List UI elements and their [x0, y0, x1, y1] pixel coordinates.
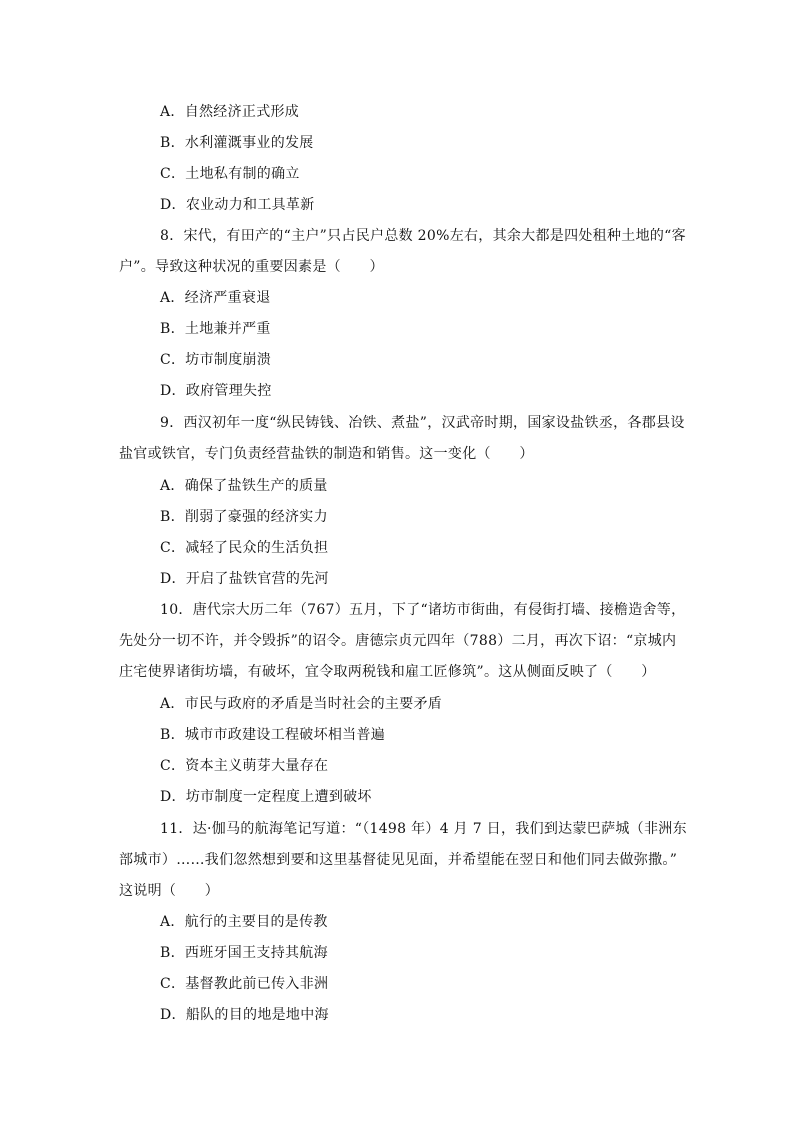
q8-option-c: C．坊市制度崩溃 — [160, 352, 272, 368]
q10-option-b: B．城市市政建设工程破坏相当普遍 — [160, 727, 386, 743]
q11-stem-line-3: 这说明（ ） — [119, 883, 220, 899]
q11-stem-line-1: 11．达·伽马的航海笔记写道：“（1498 年）4 月 7 日，我们到达蒙巴萨城（非洲东 — [160, 821, 687, 837]
q9-stem-line-2: 盐官或铁官，专门负责经营盐铁的制造和销售。这一变化（ ） — [119, 446, 534, 462]
q7-option-c: C．土地私有制的确立 — [160, 166, 300, 182]
q8-stem-line-2: 户”。导致这种状况的重要因素是（ ） — [119, 259, 384, 275]
q10-option-d: D．坊市制度一定程度上遭到破坏 — [160, 789, 372, 805]
q11-option-c: C．基督教此前已传入非洲 — [160, 976, 329, 992]
q9-option-c: C．减轻了民众的生活负担 — [160, 540, 329, 556]
q10-stem-line-3: 庄宅使界诸街坊墙，有破坏，宜令取两税钱和雇工匠修筑”。这从侧面反映了（ ） — [119, 664, 656, 680]
q11-option-b: B．西班牙国王支持其航海 — [160, 945, 328, 961]
q7-option-a: A．自然经济正式形成 — [160, 104, 300, 120]
q10-stem-line-1: 10．唐代宗大历二年（767）五月，下了“诸坊市街曲，有侵街打墙、接檐造舍等， — [160, 602, 686, 618]
q9-stem-line-1: 9．西汉初年一度“纵民铸钱、冶铁、煮盐”，汉武帝时期，国家设盐铁丞，各郡县设 — [160, 415, 685, 431]
q7-option-b: B．水利灌溉事业的发展 — [160, 135, 314, 151]
q8-option-b: B．土地兼并严重 — [160, 321, 271, 337]
q8-stem-line-1: 8．宋代，有田产的“主户”只占民户总数 20%左右，其余大都是四处租种土地的“客 — [160, 228, 686, 244]
q11-option-a: A．航行的主要目的是传教 — [160, 914, 328, 930]
q7-option-d: D．农业动力和工具革新 — [160, 197, 315, 213]
q11-option-d: D．船队的目的地是地中海 — [160, 1007, 329, 1023]
q9-option-b: B．削弱了豪强的经济实力 — [160, 509, 328, 525]
q8-option-d: D．政府管理失控 — [160, 383, 272, 399]
q8-option-a: A．经济严重衰退 — [160, 290, 271, 306]
q9-option-a: A．确保了盐铁生产的质量 — [160, 478, 328, 494]
q9-option-d: D．开启了盐铁官营的先河 — [160, 571, 329, 587]
q10-option-c: C．资本主义萌芽大量存在 — [160, 758, 329, 774]
q10-option-a: A．市民与政府的矛盾是当时社会的主要矛盾 — [160, 696, 443, 712]
q11-stem-line-2: 部城市）……我们忽然想到要和这里基督徒见见面，并希望能在翌日和他们同去做弥撒。” — [119, 852, 678, 868]
q10-stem-line-2: 先处分一切不许，并令毁拆”的诏令。唐德宗贞元四年（788）二月，再次下诏：“京城内 — [119, 633, 677, 649]
